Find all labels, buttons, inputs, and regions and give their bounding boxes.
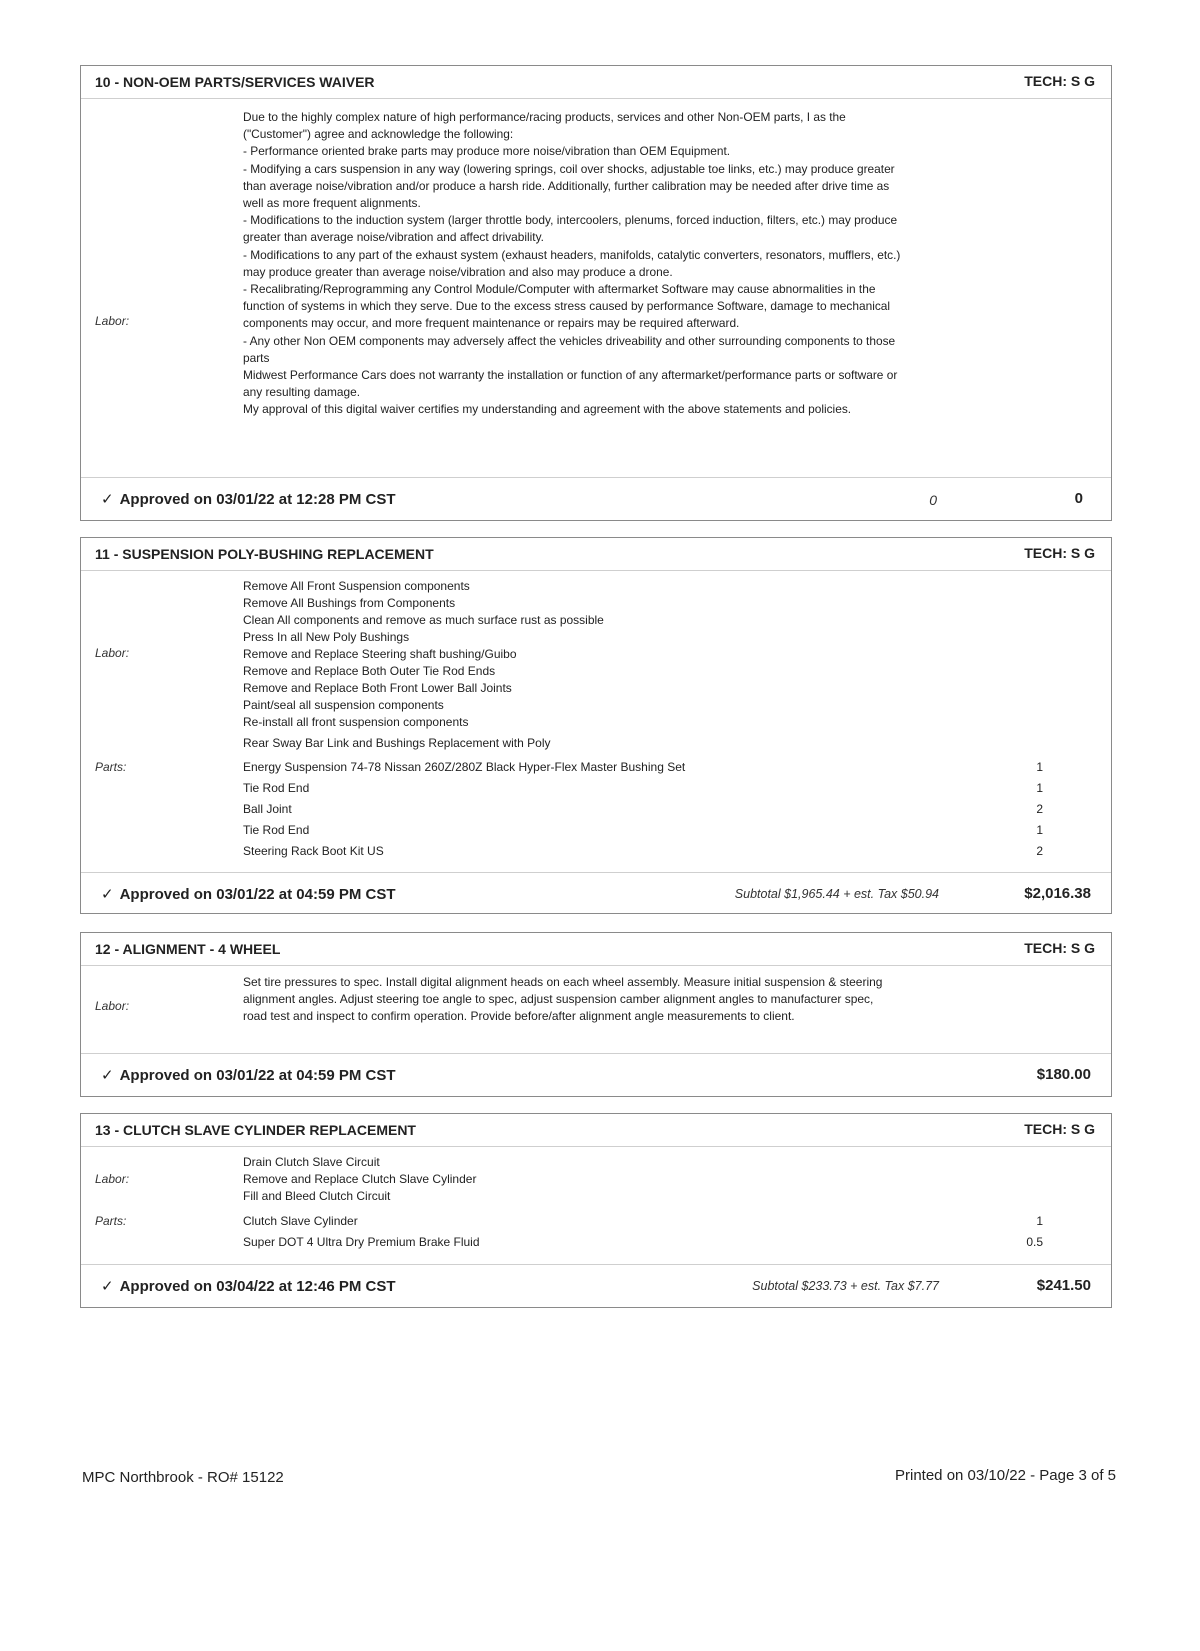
tech-label: TECH: S G (1024, 1121, 1095, 1137)
part-name: Tie Rod End (243, 781, 310, 795)
approval-status (101, 1066, 396, 1084)
check-icon: ✓ (101, 491, 114, 508)
approval-status (101, 1277, 396, 1295)
section-body (81, 571, 1111, 873)
section-12-alignment (80, 932, 1112, 1097)
section-header (81, 538, 1111, 571)
section-11-suspension (80, 537, 1112, 914)
labor-line: Remove All Front Suspension components (243, 579, 470, 593)
section-title: 10 - NON-OEM PARTS/SERVICES WAIVER (95, 74, 375, 90)
labor-line: Paint/seal all suspension components (243, 698, 444, 712)
labor-line: Press In all New Poly Bushings (243, 630, 410, 644)
labor-line: Remove All Bushings from Components (243, 596, 456, 610)
labor-line: Fill and Bleed Clutch Circuit (243, 1189, 391, 1203)
tech-label: TECH: S G (1024, 940, 1095, 956)
section-footer (81, 1265, 1111, 1309)
part-qty: 1 (1036, 781, 1043, 795)
section-body (81, 966, 1111, 1054)
labor-label: Labor: (95, 646, 130, 660)
labor-line: Clean All components and remove as much surface rust as possible (243, 613, 604, 627)
part-name: Clutch Slave Cylinder (243, 1214, 358, 1228)
approval-text: Approved on 03/04/22 at 12:46 PM CST (119, 1278, 396, 1295)
part-name: Tie Rod End (243, 823, 310, 837)
section-title: 13 - CLUTCH SLAVE CYLINDER REPLACEMENT (95, 1122, 416, 1138)
section-footer (81, 478, 1111, 522)
approval-status (101, 885, 396, 903)
section-title: 11 - SUSPENSION POLY-BUSHING REPLACEMENT (95, 546, 434, 562)
labor-text: Set tire pressures to spec. Install digital alignment heads on each wheel assembly. Measure initial suspension & steering alignment angles. Adjust steering toe angle to spec, adjust suspension camber alignment angles to manufacturer spec, road test and inspect to confirm operation. Provide before/after alignment angle measurements to client. (243, 975, 883, 1024)
section-10-waiver (80, 65, 1112, 521)
labor-line: Re-install all front suspension components (243, 715, 469, 729)
labor-line: Remove and Replace Both Outer Tie Rod Ends (243, 664, 496, 678)
check-icon: ✓ (101, 1067, 114, 1084)
check-icon: ✓ (101, 886, 114, 903)
part-name: Ball Joint (243, 802, 292, 816)
part-qty: 2 (1036, 844, 1043, 858)
footer-printed-page: Printed on 03/10/22 - Page 3 of 5 (895, 1467, 1116, 1484)
labor-label: Labor: (95, 1172, 130, 1186)
section-header (81, 1114, 1111, 1147)
approval-text: Approved on 03/01/22 at 04:59 PM CST (119, 886, 396, 903)
parts-label: Parts: (95, 760, 127, 774)
labor-line: Remove and Replace Steering shaft bushing/Guibo (243, 647, 517, 661)
part-name: Energy Suspension 74-78 Nissan 260Z/280Z Black Hyper-Flex Master Bushing Set (243, 760, 686, 774)
part-name: Steering Rack Boot Kit US (243, 844, 384, 858)
part-qty: 1 (1036, 823, 1043, 837)
tech-label: TECH: S G (1024, 545, 1095, 561)
part-qty: 1 (1036, 760, 1043, 774)
total-amount: $180.00 (1036, 1066, 1091, 1083)
labor-label: Labor: (95, 999, 130, 1013)
approval-text: Approved on 03/01/22 at 04:59 PM CST (119, 1067, 396, 1084)
section-13-clutch (80, 1113, 1112, 1308)
approval-text: Approved on 03/01/22 at 12:28 PM CST (119, 491, 396, 508)
subtotal-text: Subtotal $233.73 + est. Tax $7.77 (752, 1279, 939, 1293)
section-body (81, 1147, 1111, 1265)
labor-label: Labor: (95, 314, 130, 328)
section-title: 12 - ALIGNMENT - 4 WHEEL (95, 941, 281, 957)
tech-label: TECH: S G (1024, 73, 1095, 89)
total-amount: $2,016.38 (1024, 885, 1091, 902)
part-qty: 1 (1036, 1214, 1043, 1228)
part-name: Super DOT 4 Ultra Dry Premium Brake Fluid (243, 1235, 480, 1249)
subtotal-text: 0 (929, 492, 937, 508)
subtotal-text: Subtotal $1,965.44 + est. Tax $50.94 (734, 887, 939, 901)
part-qty: 0.5 (1026, 1235, 1043, 1249)
labor-line: Remove and Replace Clutch Slave Cylinder (243, 1172, 477, 1186)
labor-extra-line: Rear Sway Bar Link and Bushings Replacement with Poly (243, 736, 551, 750)
section-body (81, 99, 1111, 478)
total-amount: $241.50 (1036, 1277, 1091, 1294)
waiver-text: Due to the highly complex nature of high performance/racing products, services and other Non-OEM parts, I as the ("Customer") agree and acknowledge the following: - Performance oriented brake parts may produce more noise/vibration than OEM Equipment. - Modifying a cars suspension in any way (lowering springs, coil over shocks, adjustable toe links, etc.) may produce greater than average noise/vibration and/or produce a harsh ride. Additionally, further calibration may be needed after drive time as well as more frequent alignments. - Modifications to the induction system (larger throttle body, intercoolers, plenums, forced induction, filters, etc.) may produce greater than average noise/vibration and affect drivability. - Modifications to any part of the exhaust system (exhaust headers, manifolds, catalytic converters, resonators, mufflers, etc.) may produce greater than average noise/vibration and also may produce a drone. - Recalibrating/Reprogramming any Control Module/Computer with aftermarket Software may cause abnormalities in the function of systems in which they serve. Due to the excess stress caused by performance Software, damage to mechanical components may occur, and more frequent maintenance or repairs may be required afterward. - Any other Non OEM components may adversely affect the vehicles driveability and other surrounding components to those parts Midwest Performance Cars does not warranty the installation or function of any aftermarket/performance parts or software or any resulting damage. My approval of this digital waiver certifies my understanding and agreement with the above statements and policies. (243, 110, 901, 417)
labor-line: Drain Clutch Slave Circuit (243, 1155, 380, 1169)
approval-status (101, 490, 396, 508)
labor-line: Remove and Replace Both Front Lower Ball Joints (243, 681, 512, 695)
check-icon: ✓ (101, 1278, 114, 1295)
footer-shop-ro: MPC Northbrook - RO# 15122 (82, 1469, 284, 1486)
total-amount: 0 (1074, 490, 1083, 507)
section-header (81, 66, 1111, 99)
section-footer (81, 873, 1111, 917)
parts-label: Parts: (95, 1214, 127, 1228)
part-qty: 2 (1036, 802, 1043, 816)
section-footer (81, 1054, 1111, 1098)
section-header (81, 933, 1111, 966)
